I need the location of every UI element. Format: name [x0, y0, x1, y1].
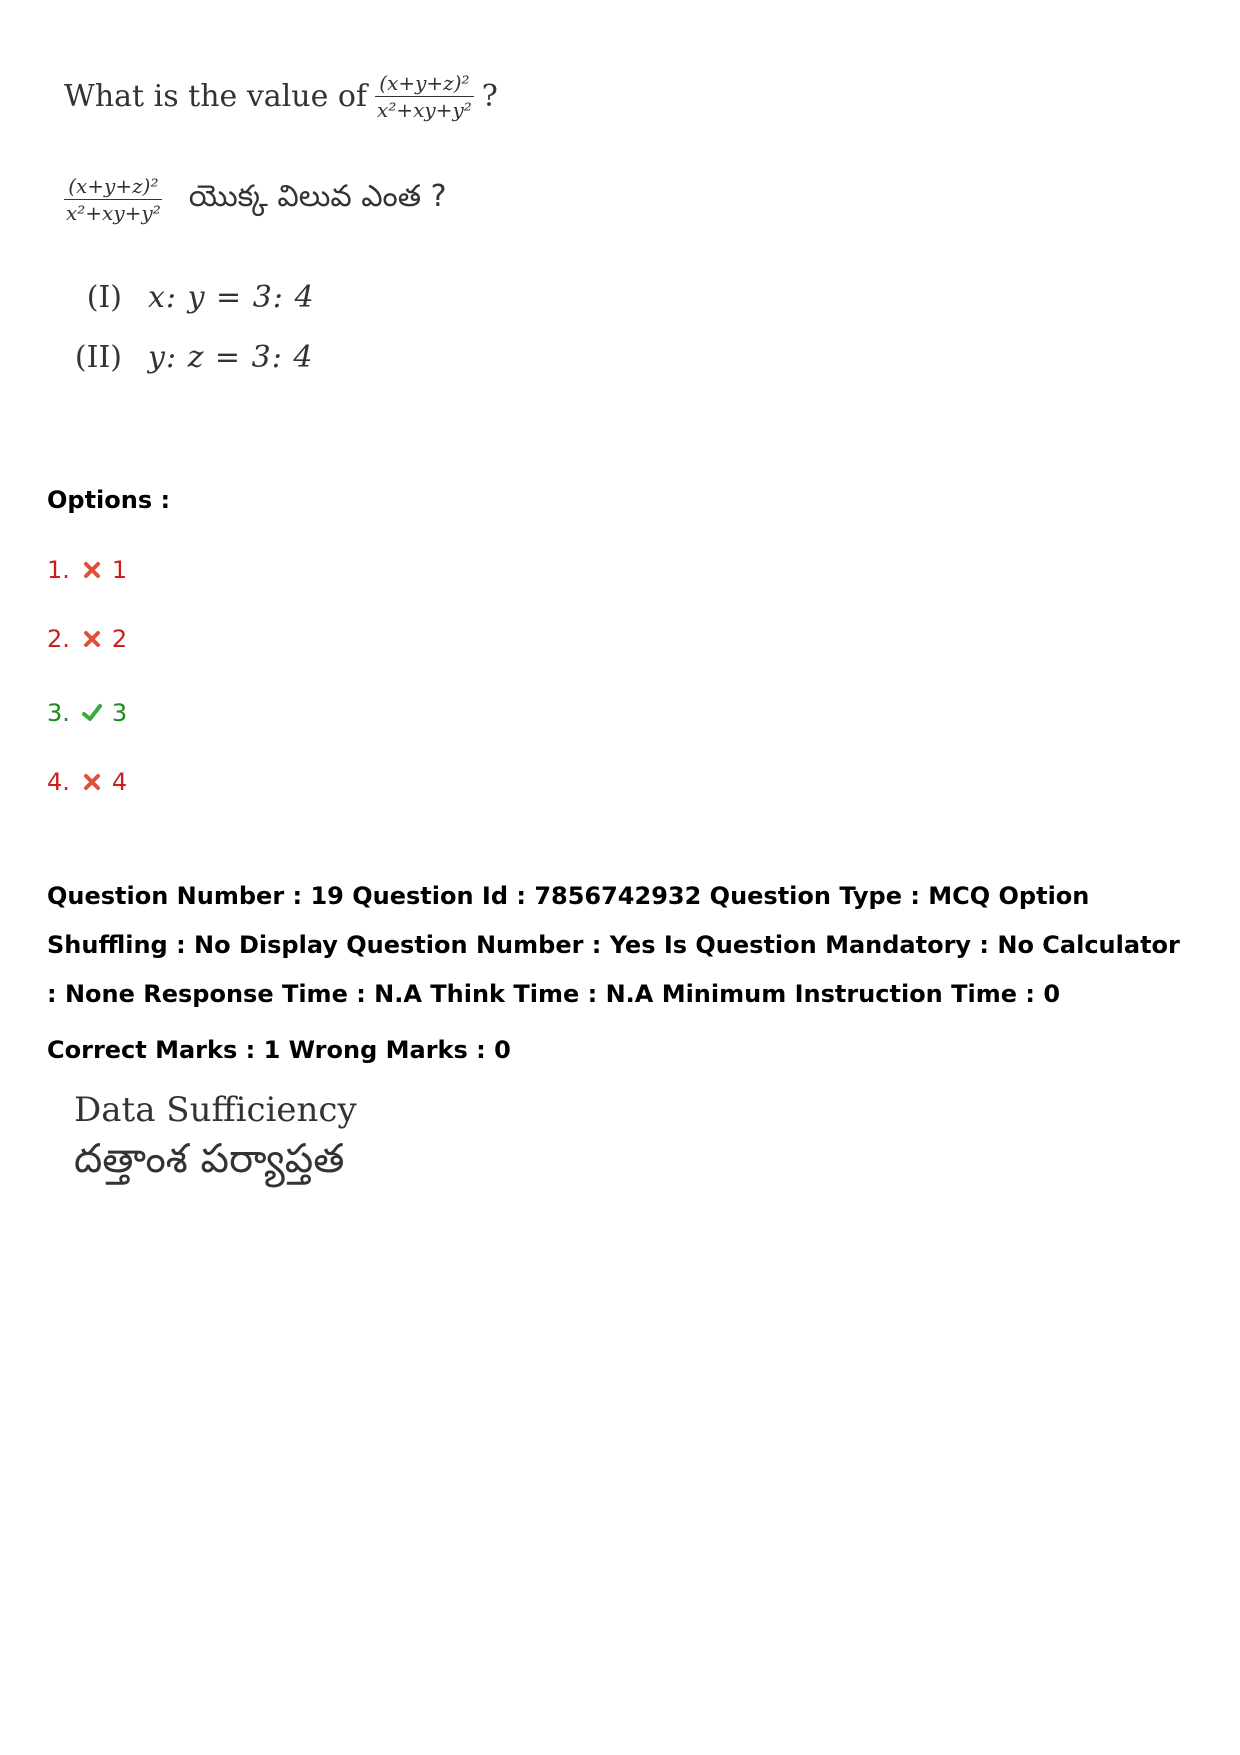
- option-1: [47, 556, 127, 584]
- cross-icon: [82, 560, 102, 580]
- question-text: [64, 72, 498, 121]
- question-text-telugu: [62, 175, 447, 224]
- checkmark-icon: [82, 703, 102, 723]
- fraction-numerator: (x+y+z)²: [375, 72, 473, 97]
- question-fraction-telugu: [62, 175, 165, 224]
- option-number: 1.: [47, 556, 70, 584]
- telugu-prompt: యొక్క విలువ ఎంత ?: [188, 178, 447, 214]
- question-metadata: Question Number : 19 Question Id : 7856742932 Question Type : MCQ Option Shuffling : No Display Question Number : Yes Is Question Mandatory : No Calculator : None Response Time : N.A Think Time : N.A Minimum Instruction Time : 0: [47, 882, 1180, 1008]
- option-value: 1: [111, 556, 128, 584]
- question-fraction: [373, 72, 476, 121]
- option-value: 3: [111, 699, 128, 727]
- cross-icon: [82, 629, 102, 649]
- option-number: 2.: [47, 625, 70, 653]
- statement-label: (I): [86, 280, 122, 315]
- section-title-telugu: దత్తాంశ పర్యాప్తత: [74, 1136, 345, 1182]
- fraction-numerator: (x+y+z)²: [64, 175, 162, 200]
- fraction-denominator: x²+xy+y²: [66, 201, 161, 225]
- statement-1: [62, 280, 315, 315]
- option-number: 4.: [47, 768, 70, 796]
- option-3: [47, 699, 127, 727]
- option-2: [47, 625, 127, 653]
- options-heading: Options :: [47, 486, 171, 514]
- option-4: [47, 768, 127, 796]
- question-prefix: What is the value of: [64, 79, 368, 114]
- statement-expression: x: y = 3: 4: [148, 280, 315, 315]
- question-suffix: ?: [481, 79, 498, 114]
- option-number: 3.: [47, 699, 70, 727]
- section-title-english: Data Sufficiency: [74, 1090, 357, 1130]
- statement-expression: y: z = 3: 4: [148, 340, 314, 375]
- statement-2: [62, 340, 313, 375]
- section-title: [74, 1090, 357, 1192]
- fraction-denominator: x²+xy+y²: [377, 98, 472, 122]
- marks-info: Correct Marks : 1 Wrong Marks : 0: [47, 1036, 511, 1064]
- cross-icon: [82, 772, 102, 792]
- option-value: 2: [111, 625, 128, 653]
- statement-label: (II): [74, 340, 122, 375]
- option-value: 4: [111, 768, 128, 796]
